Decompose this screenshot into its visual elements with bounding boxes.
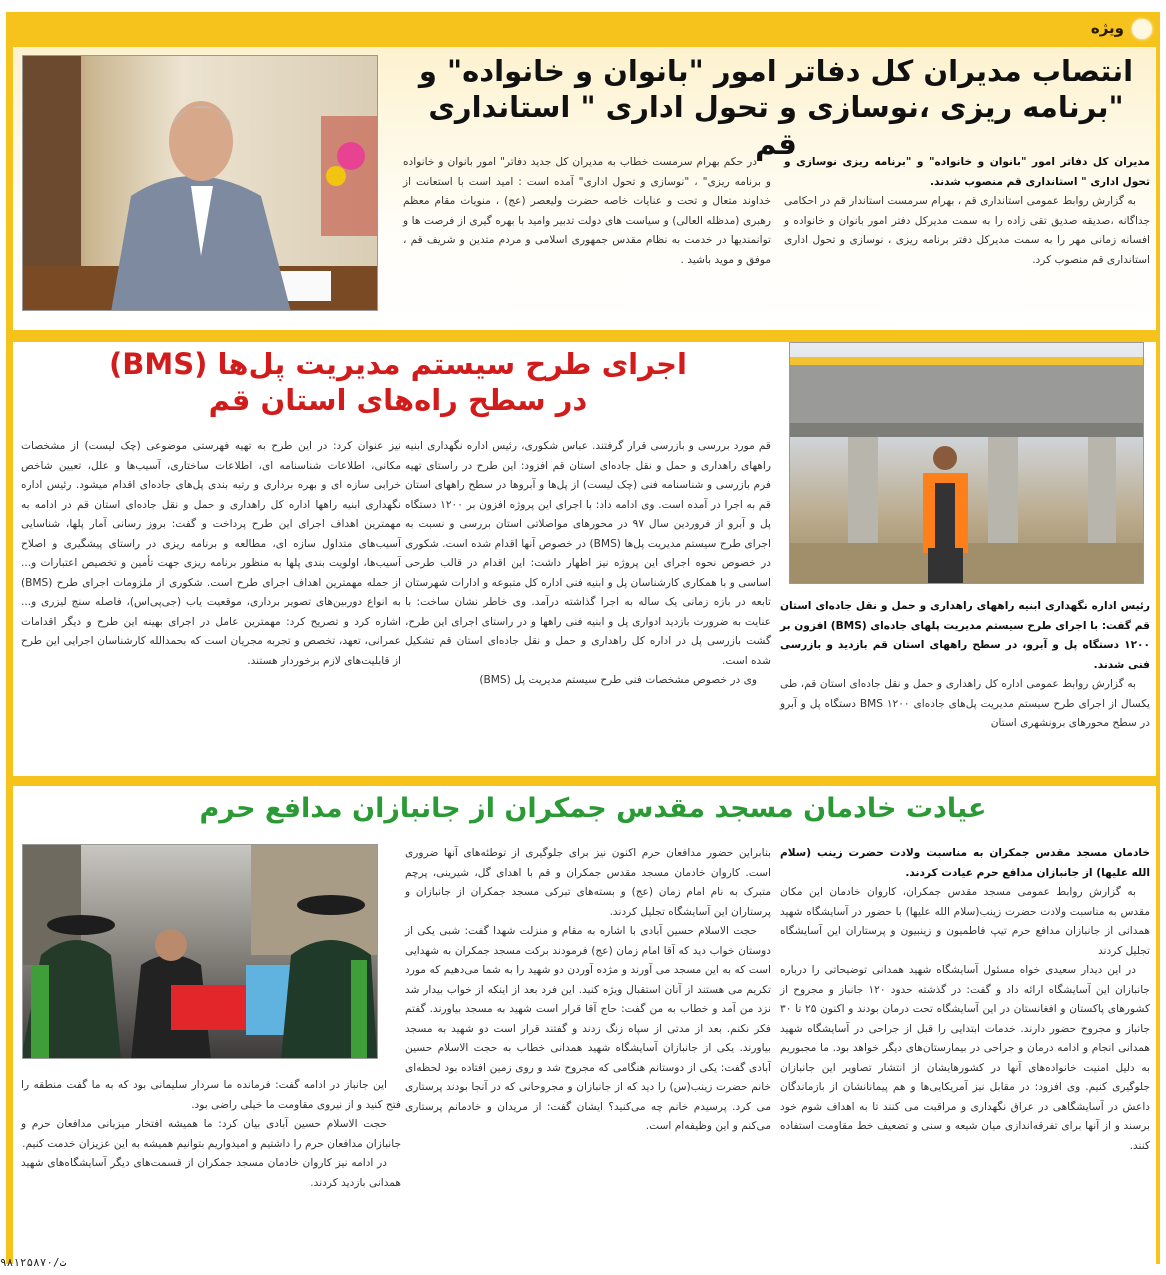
article2-paragraph: قم مورد بررسی و بازرسی قرار گرفتند. عباس شکوری، رئیس اداره نگهداری ابنیه راههای راهداری و حمل و نقل جاده‌ای استان قم افزود: این طرح در راستای تهیه فرم بازرسی و شناسنامه فنی (چک لیست) از پل‌ها و آبروها در سطح راههای استان قم به اجرا در آمده است. وی ادامه داد: با اجرای این پروژه افزون بر ۱۲۰۰ دستگاه پل و آبرو از فروردین سال ۹۷ در محورهای مواصلاتی استان بررسی و نسبت به اجرای طرح سیستم مدیریت پل‌ها (BMS) در خصوص آنها اقدام شده است. شکوری در خصوص نحوه اجرای این پروژه نیز اظهار داشت: این اقدام در قالب طرحی اساسی و با همکاری کارشناسان پل و ابنیه فنی اداره کل متبوعه و ادارات شهرستان تابعه در بازه زمانی یک ساله به اجرا گذاشته درآمد. وی خاطر نشان ساخت: با عنایت به ضرورت بازدید ادواری پل و ابنیه فنی راهها و در راستای اجرای این طرح، گشت بازرسی پل در اداره کل راهداری و حمل و نقل جاده‌ای استان قم تشکیل شده است. bbox=[405, 440, 771, 667]
article3-title: عیادت خادمان مسجد مقدس جمکران از جانبازان مدافع حرم bbox=[199, 793, 987, 824]
circle-icon bbox=[1132, 19, 1152, 39]
article2-paragraph: نیز عنوان کرد: در این طرح به تهیه فهرستی موضوعی (چک لیست) از مشخصات مکانی، اطلاعات شناسنامه ای، اطلاعات ساختاری، آسیب‌ها و علل، تعیین شاخص خرابی سازه ای و بهره برداری و رتبه بندی پل‌های جاده‌ای اقدام میشود. رئیس اداره نگهداری ابنیه راهها اداره کل راهداری و حمل و نقل جاده‌ای استان قم در ادامه به مهمترین اهداف اجرای این طرح پرداخت و گفت: بروز رسانی آمار پلها، شناسایی آسیب‌های متداول سازه ای، مطالعه و برنامه ریزی در راستای پیشگیری و اصلاح آسیب‌ها، اولویت بندی پلها به منظور برنامه ریزی جهت تأمین و تخصیص اعتبارات و... از جمله مهمترین اهداف اجرای طرح است. شکوری از ملزومات اجرای طرح (BMS) به انواع دوربین‌های تصویر برداری، موقعیت یاب (جی‌پی‌اس)، فاصله سنج لیزری و... اشاره کرد و تصریح کرد: مهمترین عامل در اجرای بهینه این طرح و دیگر اقدامات عمرانی، تعهد، تخصص و تجربه مجریان است که بحمدالله کارشناسان اجرایی این طرح از قابلیت‌های لازم برخوردار هستند. bbox=[21, 440, 401, 667]
visit-photo-illustration bbox=[22, 845, 377, 1059]
article1-title: انتصاب مدیران کل دفاتر امور "بانوان و خانواده" و "برنامه ریزی ،نوسازی و تحول اداری " استانداری قم bbox=[418, 54, 1134, 161]
article1-col-right bbox=[784, 153, 1150, 270]
bridge-illustration bbox=[789, 343, 1143, 584]
article3-paragraph: حجت الاسلام حسین آبادی بیان کرد: ما همیشه افتخار میزبانی مدافعان حرم و جانبازان مدافعان حرم را داشتیم و امیدواریم بتوانیم همیشه به این عزیزان خدمت کنیم. bbox=[21, 1118, 401, 1150]
page-frame bbox=[6, 12, 1160, 1264]
article3-paragraph: در این دیدار سعیدی خواه مسئول آسایشگاه شهید همدانی توضیحاتی را درباره جانبازان این آسایشگاه ارائه داد و گفت: در گذشته حدود ۱۲۰ جانباز و مجروح از کشورهای پاکستان و افغانستان در این آسایشگاه تحت درمان بودند و اکنون ۲۵ تا ۳۰ جانباز و مجروح حضور دارند. خدمات ابتدایی را قبل از جراحی در آسایشگاه شهید همدانی انجام و ادامه درمان و جراحی در بیمارستان‌های دیگر خواهد بود. ما مجبوریم به دلیل امنیت خانواده‌های آنها در کشورهایشان از انتشار تصاویر این جانبازان جلوگیری کنیم. وی افزود: در مقابل نیز آمریکایی‌ها و هم پیمانانشان از بازماندگان داعش در آسایشگاهی در عراق نگهداری و مراقبت می کنند تا به اهداف شوم خود برسند و از آنها برای تفرقه‌اندازی میان شیعه و سنی و تضعیف خط مقاومت استفاده کنند. bbox=[780, 964, 1150, 1152]
article3-col-middle bbox=[405, 844, 771, 1137]
article-appointments bbox=[13, 47, 1156, 330]
article-bms bbox=[13, 342, 1156, 776]
article3-lead: خادمان مسجد مقدس جمکران به مناسبت ولادت حضرت زینب (سلام الله علیها) از جانبازان مدافع حرم عیادت کردند. bbox=[780, 847, 1150, 879]
page-code: ت/۹۸۱۲۵۸۷۰ bbox=[0, 1256, 67, 1269]
section-label: ویژه bbox=[1090, 19, 1124, 37]
article2-paragraph: به گزارش روابط عمومی اداره کل راهداری و حمل و نقل جاده‌ای استان قم، طی یکسال از اجرای طرح سیستم مدیریت پل‌های جاده‌ای BMS ۱۲۰۰ دستگاه پل و آبرو در سطح محورهای برونشهری استان bbox=[780, 678, 1150, 729]
jamkaran-visit-photo bbox=[22, 844, 378, 1059]
article2-title-line2: در سطح راه‌های استان قم bbox=[208, 383, 588, 418]
article1-lead: مدیران کل دفاتر امور "بانوان و خانواده" و "برنامه ریزی نوسازی و تحول اداری " استانداری قم منصوب شدند. bbox=[784, 156, 1150, 188]
bridge-photo bbox=[789, 342, 1144, 584]
official-photo-illustration bbox=[22, 56, 377, 311]
article1-paragraph: به گزارش روابط عمومی استانداری قم ، بهرام سرمست استاندار قم در احکامی جداگانه ،صدیقه صدیق تقی زاده را به سمت مدیرکل دفتر امور بانوان و خانواده و افسانه زمانی مهر را به سمت مدیرکل دفتر برنامه ریزی ، نوسازی و تحول اداری استانداری قم منصوب کرد. bbox=[784, 195, 1150, 266]
article3-paragraph: بنابراین حضور مدافعان حرم اکنون نیز برای جلوگیری از توطئه‌های آنها ضروری است. کاروان خادمان مسجد مقدس جمکران و قم با اهدای گل، شیرینی، پرچم متبرک به نام امام زمان (عج) و بسته‌های تبرکی مسجد جمکران از جانبازان و پرستاران این آسایشگاه تجلیل کردند. bbox=[405, 847, 771, 918]
article1-paragraph: در حکم بهرام سرمست خطاب به مدیران کل جدید دفاتر" امور بانوان و خانواده و برنامه ریزی" ، "نوسازی و تحول اداری" آمده است : امید است با استعانت از خداوند متعال و تحت و عنایات خاصه حضرت ولیعصر (عج) ، منویات مقام معظم رهبری (مدظله العالی) و سیاست های دولت تدبیر وامید با بهره گیری از فرصت ها و توانمندیها در خدمت به نظام مقدس جمهوری اسلامی و مردم متدین و شریف قم ، موفق و موید باشید . bbox=[403, 156, 771, 266]
article3-col-right bbox=[780, 844, 1150, 1156]
section-header bbox=[6, 12, 1160, 46]
article2-col-right bbox=[780, 597, 1150, 734]
article2-title-line1: اجرای طرح سیستم مدیریت پل‌ها (BMS) bbox=[109, 347, 687, 381]
article1-col-left bbox=[403, 153, 771, 270]
official-signing-photo bbox=[22, 55, 378, 311]
article-jamkaran bbox=[13, 786, 1156, 1264]
article3-col-left bbox=[21, 1076, 401, 1193]
article2-lead: رئیس اداره نگهداری ابنیه راههای راهداری و حمل و نقل جاده‌ای استان قم گفت: با اجرای طرح سیستم مدیریت پلهای جاده‌ای (BMS) افزون بر ۱۲۰۰ دستگاه پل و آبرو، در سطح راههای استان قم بازدید و بازرسی فنی شدند. bbox=[780, 600, 1150, 671]
article3-paragraph: حجت الاسلام حسین آبادی با اشاره به مقام و منزلت شهدا گفت: شبی یکی از دوستان خواب دید که آقا امام زمان (عج) فرمودند برکت مسجد جمکران به شهدایی است که به این مسجد می آورند و مژده آوردن دو شهید را به شما می‌دهیم که مورد تکریم می هستند از آنان استقبال ویژه کنید. این فرد بعد از اینکه از خواب بیدار شد نزد من آمد و خطاب به من گفت: حاج آقا قرار است شهید به مسجد بیاورند. گفتم فکر نکنم. بعد از مدتی از سپاه زنگ زدند و گفتند قرار است دو شهید به مسجد بیاورند. یکی از جانبازان آسایشگاه شهید همدانی خطاب به حجت الاسلام حسین آبادی گفت: یکی از دوستانم هنگامی که مجروح شد و روی زمین افتاده بود لحظه‌ای خانم حضرت زینب(س) را دید که از جانبازان و مجروحانی که در آنجا بودند پرستاری می کرد. پرسیدم خانم چه می‌کنید؟ ایشان گفت: از مریدان و خادمانم پرستاری می‌کنم و این وظیفه‌ام است. bbox=[405, 925, 771, 1132]
article3-paragraph: در ادامه نیز کاروان خادمان مسجد جمکران از قسمت‌های دیگر آسایشگاه‌های شهید همدانی بازدید کردند. bbox=[21, 1157, 401, 1189]
article2-col-left bbox=[21, 437, 401, 671]
article2-paragraph: وی در خصوص مشخصات فنی طرح سیستم مدیریت پل (BMS) bbox=[479, 674, 757, 686]
article3-paragraph: به گزارش روابط عمومی مسجد مقدس جمکران، کاروان خادمان این مکان مقدس به مناسبت ولادت حضرت زینب(سلام الله علیها) با حضور در آسایشگاه شهید همدانی از جانبازان مدافع حرم تیپ فاطمیون و زینبیون و پرستاران این آسایشگاه تجلیل کردند bbox=[780, 886, 1150, 957]
article2-col-middle bbox=[405, 437, 771, 691]
article3-paragraph: این جانباز در ادامه گفت: فرمانده ما سردار سلیمانی بود که به ما گفت منطقه را فتح کنید و از نیروی مقاومت ما خیلی راضی بود. bbox=[21, 1079, 401, 1111]
article2-title bbox=[23, 346, 773, 419]
